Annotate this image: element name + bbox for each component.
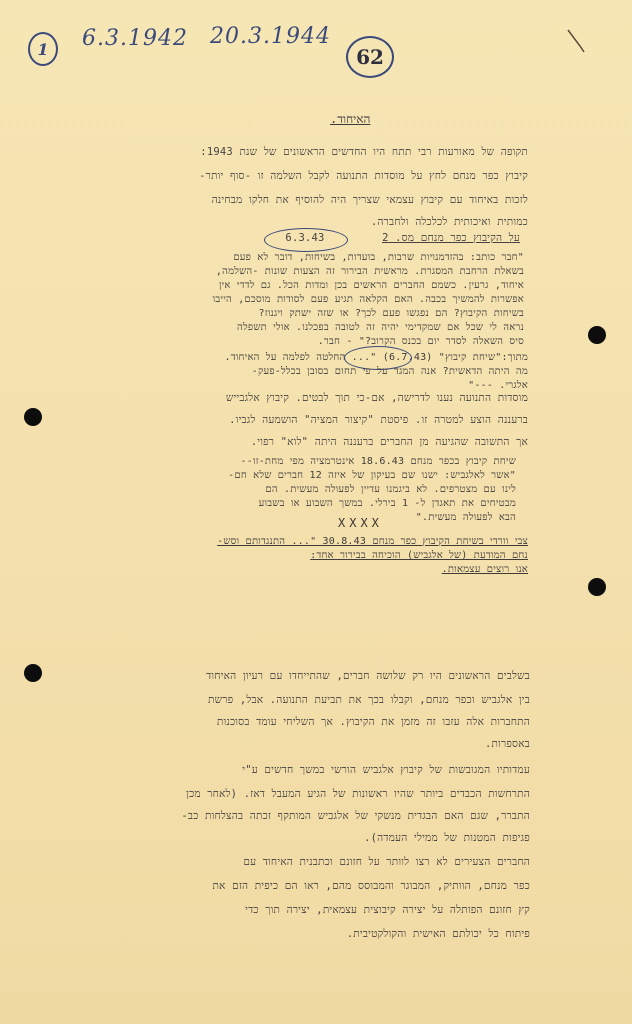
paragraph-line: עמדותיו המגובשות של קיבוץ אלגביש הורשי במשך חדשים ע"י [242, 764, 530, 776]
binder-hole [24, 408, 42, 426]
quote-line: צבי וורדי בשיחת הקיבוץ כפר מנחם 30.8.43 "... התנגדותם וסש- [217, 536, 528, 547]
quote2-heading-suffix: ) "... החלטה לפלמה על האיחוד. [224, 352, 389, 363]
quote1-heading-date: 6.3.43 [285, 232, 325, 244]
quote-line: אלגרי. ---" [468, 380, 528, 391]
document-title: האיחוד. [330, 112, 371, 126]
paragraph-line: התחברות אלה עזבו זה מזמן את הקיבוץ. אך השליחי עומד בסוכנות [216, 716, 530, 728]
paragraph-line: בין אלגביש וכפר מנחם, וקבלו בכך את תביעת התנועה. אבל, פרשת [208, 694, 530, 706]
binder-hole [588, 326, 606, 344]
paragraph-line: החברים הצעירים לא רצו לוותר על חזונם וכתבנית האיחוד עם [243, 856, 530, 868]
quote1-heading-text: על הקיבוץ כפר מנחם מס. 2 [382, 232, 520, 244]
paragraph-line: פיתוח כל יכולתם האישית והקולקטיבית. [346, 928, 530, 940]
paragraph-line: קיבוץ כפר מנחם לחץ על מוסדות התנועה לקבל השלמה זו -סוף יותר- [199, 170, 528, 182]
circled-number-text: 1 [37, 39, 49, 59]
page-number-circle [346, 36, 394, 78]
page-number: 62 [356, 45, 384, 69]
quote-line: אנו רוצים עצמאות. [441, 564, 528, 575]
paragraph-line: התברר, שגם האם הבגדית מנשקי של אלגביש המותקף זכתה בהצלחות כב- [181, 810, 530, 822]
quote-line: "אשר לאלגביש: ישנו שם בעיקון של איזה 12 חברים שלא חם- [228, 470, 516, 481]
quote-line: איחוד, גרעין. כשמם החברים הראשים בכן ומדות הכל. גם לדדי אין [218, 280, 524, 291]
binder-hole [588, 578, 606, 596]
handwritten-date-from: 6.3.1942 [82, 26, 188, 51]
quote-line: מה היתה הדאשית? אנה המגד על פי תחום בסובן בכלל-פעק- [251, 366, 528, 377]
quote-line: בשיחות הקיבוץ? הם נפגשו פעם לכך? או שזה ישתק ויגנוז? [258, 308, 524, 319]
quote-line: מבטיחים את תאגדן ל- 1 בירלי. במשך השבוע או בשבוע [258, 498, 516, 509]
quote-line: נראה לי שכל אם שמקדימי יהיה זה לטובה בפכלנו. אולי תשפלה [237, 322, 524, 333]
quote-line: אפשרות להמשיך בכבה. האם הקלאה תגיע פעם לסודות מוסכם, הייבו [212, 294, 524, 305]
paragraph-line: באספרות. [484, 738, 530, 750]
quote-line: סיס השאלה לסדר יום בכנס הקרוב?" - חבר. [317, 336, 524, 347]
paragraph-line: כמותית ואיכותית לכלכלה ולחברה. [370, 216, 528, 228]
quote-line: לינו עם מצטרפים. לא ביגמנו עדיין לפעולה מעשית. הם [265, 484, 516, 495]
paragraph-line: פגיפות המטנות של ממילי העמדה). [364, 832, 530, 844]
quote-line: שיחת קיבוץ בכפר מנחם 18.6.43 אינטרמציה מפי מחת-זו-- [240, 456, 516, 467]
pencil-mark-icon [566, 28, 586, 54]
quote-line: נחם המודעת (של אלגביש) הוכיחה בבירור אחד: [310, 550, 528, 561]
handwritten-date-to: 20.3.1944 [210, 24, 331, 49]
paragraph-line: אך התשובה שהגיעה מן החברים ברעננה היתה "לוא" רפוי. [250, 436, 528, 448]
paragraph-line: התרחשות הכבדים ביותר שהיו ראשונות של הגיע המעבל דאז. (לאחר מכן [186, 788, 530, 800]
paragraph-line: לזכות באיחוד עם קיבוץ עצמאי שצריך היה להוסיף את חלקו מבחינה [211, 194, 528, 206]
paragraph-line: מוסדות התנועה נענו לדרישה, אם-כי תוך לבטים. קיבוץ אלגבייש [225, 392, 528, 404]
quote-line: בשאלת הרחבת המסגרת. מראשית הבירור זה הצעות שונות -השלמה, [215, 266, 524, 277]
circled-number [28, 32, 58, 66]
section-separator: XXXX [338, 516, 383, 530]
paragraph-line: תקופה של מאורעות רבי תתח היו החדשים הראשונים של שנת 1943: [200, 146, 528, 158]
paragraph-line: ברעננה הוצע למטרה זו. פיסטת "קיצור המציה" הושמעה לגביו. [229, 414, 528, 426]
quote-line: "חבר כותב: בהזדמנויות שרבות, בועדות, בשיחות, דובר לא פעם [233, 252, 524, 263]
paragraph-line: כפר מנחם, הוותיק, המבוגר והמבוסס מהם, ראו הם כיפית הזם את [212, 880, 530, 892]
quote2-heading-prefix: מתוך:"שיחת קיבוץ" ( [426, 352, 528, 363]
quote-line: הבא לפעולה מעשית." [415, 512, 516, 523]
paragraph-line: קץ חזונם הפותלה על יצירה קיבוצית עצמאית, יצירה תוך כדי [245, 904, 530, 916]
quote2-heading-date: 6.7.43 [388, 352, 427, 363]
binder-hole [24, 664, 42, 682]
paragraph-line: בשלבים הראשונים היו רק שלושה חברים, שהתייחדו עם רעיון האיחוד [206, 670, 530, 682]
quote2-heading [104, 352, 528, 363]
